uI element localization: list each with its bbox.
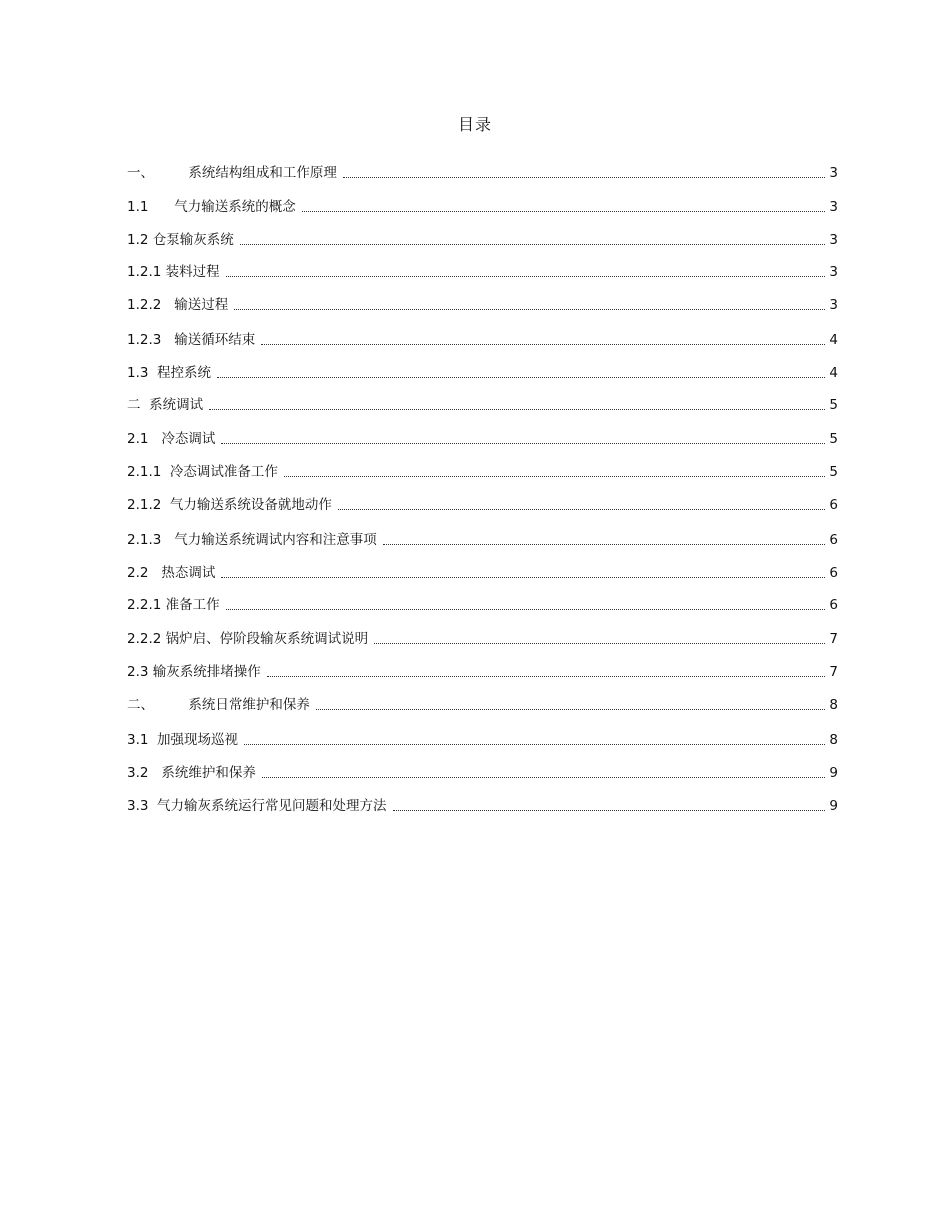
toc-entry[interactable] (127, 630, 838, 648)
dot-leader (284, 476, 825, 477)
toc-entry[interactable] (127, 396, 838, 414)
toc-entry-page: 4 (829, 332, 838, 348)
dot-leader (338, 509, 825, 510)
toc-entry-label: 1.3 程控系统 (127, 365, 212, 381)
toc-entry[interactable] (127, 696, 838, 714)
toc-entry-label: 2.1 冷态调试 (127, 431, 216, 447)
toc-entry[interactable] (127, 231, 838, 249)
dot-leader (234, 309, 825, 310)
dot-leader (221, 443, 825, 444)
dot-leader (316, 709, 825, 710)
toc-entry[interactable] (127, 463, 838, 481)
dot-leader (374, 643, 825, 644)
toc-entry[interactable] (127, 296, 838, 314)
toc-entry-page: 3 (829, 165, 838, 181)
toc-entry-page: 6 (829, 497, 838, 513)
toc-entry-label: 1.1 气力输送系统的概念 (127, 199, 296, 215)
toc-entry-page: 6 (829, 597, 838, 613)
toc-entry-page: 4 (829, 365, 838, 381)
toc-entry-page: 7 (829, 631, 838, 647)
toc-entry-label: 3.2 系统维护和保养 (127, 765, 256, 781)
toc-entry-label: 2.3 输灰系统排堵操作 (127, 664, 261, 680)
dot-leader (267, 676, 825, 677)
dot-leader (217, 377, 825, 378)
toc-entry[interactable] (127, 564, 838, 582)
dot-leader (221, 577, 825, 578)
toc-entry-page: 9 (829, 765, 838, 781)
toc-entry-page: 8 (829, 697, 838, 713)
toc-entry-page: 3 (829, 232, 838, 248)
toc-entry[interactable] (127, 198, 838, 216)
toc-entry[interactable] (127, 531, 838, 549)
toc-entry-page: 5 (829, 431, 838, 447)
toc-entry-label: 2.1.2 气力输送系统设备就地动作 (127, 497, 332, 513)
toc-entry-label: 1.2 仓泵输灰系统 (127, 232, 234, 248)
toc-entry[interactable] (127, 496, 838, 514)
toc-entry-label: 二、 系统日常维护和保养 (127, 697, 310, 713)
toc-entry-page: 6 (829, 565, 838, 581)
toc-entry-page: 7 (829, 664, 838, 680)
toc-entry-label: 1.2.1 装料过程 (127, 264, 220, 280)
toc-title: 目录 (457, 115, 492, 134)
toc-entry-label: 2.2 热态调试 (127, 565, 216, 581)
toc-entry-page: 9 (829, 798, 838, 814)
toc-entry-page: 8 (829, 732, 838, 748)
dot-leader (244, 744, 825, 745)
toc-entry-page: 5 (829, 397, 838, 413)
toc-entry[interactable] (127, 596, 838, 614)
toc-entry-page: 3 (829, 199, 838, 215)
dot-leader (343, 177, 825, 178)
toc-entry-label: 二 系统调试 (127, 397, 204, 413)
toc-entry-label: 2.2.1 准备工作 (127, 597, 220, 613)
toc-entry[interactable] (127, 263, 838, 281)
toc-entry[interactable] (127, 331, 838, 349)
dot-leader (226, 276, 825, 277)
toc-entry-page: 5 (829, 464, 838, 480)
dot-leader (209, 409, 825, 410)
toc-entry-label: 2.2.2 锅炉启、停阶段输灰系统调试说明 (127, 631, 369, 647)
dot-leader (302, 211, 825, 212)
toc-entry-label: 1.2.2 输送过程 (127, 297, 229, 313)
toc-entry-label: 一、 系统结构组成和工作原理 (127, 165, 337, 181)
dot-leader (261, 344, 825, 345)
toc-entry-label: 1.2.3 输送循环结束 (127, 332, 256, 348)
toc-entry[interactable] (127, 764, 838, 782)
toc-entry[interactable] (127, 430, 838, 448)
toc-entry[interactable] (127, 731, 838, 749)
toc-entry[interactable] (127, 364, 838, 382)
dot-leader (226, 609, 825, 610)
dot-leader (262, 777, 825, 778)
dot-leader (393, 810, 825, 811)
dot-leader (383, 544, 825, 545)
toc-entry[interactable] (127, 164, 838, 182)
toc-entry-page: 6 (829, 532, 838, 548)
toc-entry-label: 2.1.3 气力输送系统调试内容和注意事项 (127, 532, 377, 548)
toc-entry-label: 2.1.1 冷态调试准备工作 (127, 464, 278, 480)
toc-entry-page: 3 (829, 264, 838, 280)
dot-leader (240, 244, 825, 245)
toc-entry[interactable] (127, 663, 838, 681)
toc-entry-label: 3.1 加强现场巡视 (127, 732, 239, 748)
toc-entry-page: 3 (829, 297, 838, 313)
toc-entry[interactable] (127, 797, 838, 815)
toc-entry-label: 3.3 气力输灰系统运行常见问题和处理方法 (127, 798, 387, 814)
